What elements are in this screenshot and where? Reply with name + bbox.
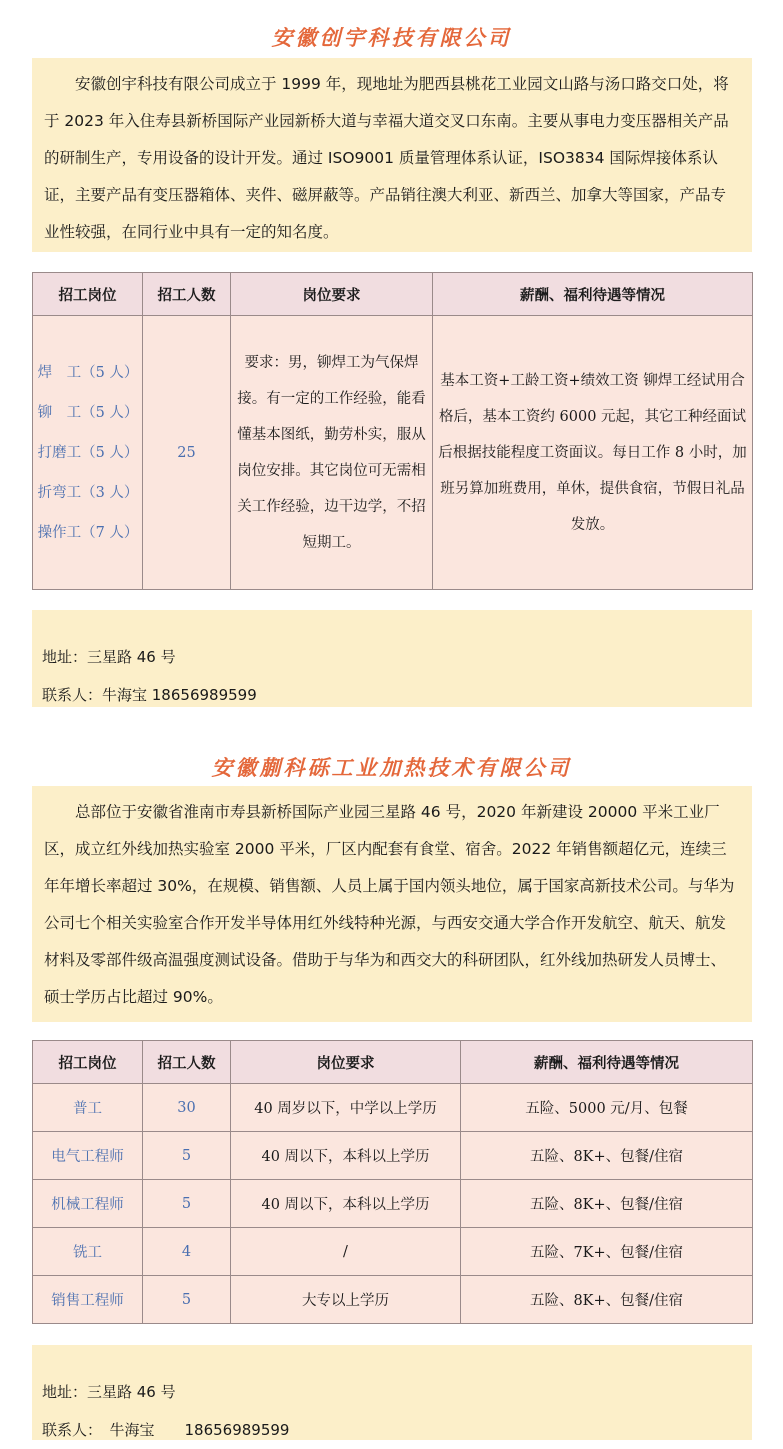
position-item: 铆 工（5 人） — [37, 404, 139, 421]
position-item: 打磨工（5 人） — [37, 444, 139, 461]
position-list — [33, 316, 143, 590]
contact-line: 联系人： 牛海宝 18656989599 — [42, 1421, 290, 1439]
company2-title: 安徽蒯科砾工业加热技术有限公司 — [211, 755, 572, 780]
position-item: 焊 工（5 人） — [37, 364, 139, 381]
header-position: 招工岗位 — [33, 1041, 143, 1084]
table-row — [33, 316, 753, 590]
company1-intro: 安徽创宇科技有限公司成立于 1999 年，现地址为肥西县桃花工业园文山路与汤口路交口处，将于 2023 年入住寿县新桥国际产业园新桥大道与幸福大道交叉口东南。主要从事电力变压器相关产品的研制生产，专用设备的设计开发。通过 ISO9001 质量管理体系认证，ISO3834 国际焊接体系认证，主要产品有变压器箱体、夹件、磁屏蔽等。产品销往澳大利亚、新西兰、加拿大等国家，产品专业性较强，在同行业中具有一定的知名度。 — [44, 75, 729, 241]
contact-line: 联系人：牛海宝 18656989599 — [42, 686, 257, 704]
table-row — [33, 1228, 753, 1276]
company1-job-table — [32, 272, 753, 590]
requirement-cell: / — [231, 1228, 461, 1276]
count-cell: 30 — [143, 1084, 231, 1132]
count-cell: 5 — [143, 1180, 231, 1228]
count-cell: 5 — [143, 1132, 231, 1180]
table-header-row — [33, 273, 753, 316]
table-row — [33, 1084, 753, 1132]
requirement-text: 要求：男，铆焊工为气保焊接。有一定的工作经验，能看懂基本图纸，勤劳朴实，服从岗位安排。其它岗位可无需相关工作经验，边干边学，不招短期工。 — [231, 316, 433, 590]
count-cell: 5 — [143, 1276, 231, 1324]
count-cell: 4 — [143, 1228, 231, 1276]
table-row — [33, 1132, 753, 1180]
company2-intro: 总部位于安徽省淮南市寿县新桥国际产业园三星路 46 号，2020 年新建设 20000 平米工业厂区，成立红外线加热实验室 2000 平米，厂区内配套有食堂、宿舍。2022 年销售额超亿元，连续三年年增长率超过 30%，在规模、销售额、人员上属于国内领头地位，属于国家高新技术公司。与华为公司七个相关实验室合作开发半导体用红外线特种光源，与西安交通大学合作开发航空、航天、航发材料及零部件级高温强度测试设备。借助于与华为和西交大的科研团队，红外线加热研发人员博士、硕士学历占比超过 90%。 — [44, 803, 735, 1006]
salary-text: 基本工资+工龄工资+绩效工资 铆焊工经试用合格后，基本工资约 6000 元起，其它工种经面试后根据技能程度工资面议。每日工作 8 小时，加班另算加班费用，单休，提供食宿，节假日礼品发放。 — [433, 316, 753, 590]
table-header-row — [33, 1041, 753, 1084]
company1-title: 安徽创宇科技有限公司 — [271, 25, 512, 50]
header-salary: 薪酬、福利待遇等情况 — [461, 1041, 753, 1084]
position-cell: 电气工程师 — [33, 1132, 143, 1180]
company2-address-box — [32, 1345, 752, 1440]
salary-cell: 五险、8K+、包餐/住宿 — [461, 1132, 753, 1180]
address-line: 地址：三星路 46 号 — [42, 1383, 176, 1401]
table-row — [33, 1276, 753, 1324]
company1-intro-box — [32, 58, 752, 252]
salary-cell: 五险、8K+、包餐/住宿 — [461, 1180, 753, 1228]
headcount: 25 — [143, 316, 231, 590]
header-salary: 薪酬、福利待遇等情况 — [433, 273, 753, 316]
table-row — [33, 1180, 753, 1228]
header-count: 招工人数 — [143, 273, 231, 316]
header-count: 招工人数 — [143, 1041, 231, 1084]
address-line: 地址：三星路 46 号 — [42, 648, 176, 666]
requirement-cell: 40 周以下，本科以上学历 — [231, 1180, 461, 1228]
company2-job-table — [32, 1040, 753, 1324]
position-cell: 铣工 — [33, 1228, 143, 1276]
salary-cell: 五险、7K+、包餐/住宿 — [461, 1228, 753, 1276]
position-cell: 普工 — [33, 1084, 143, 1132]
requirement-cell: 40 周岁以下，中学以上学历 — [231, 1084, 461, 1132]
requirement-cell: 大专以上学历 — [231, 1276, 461, 1324]
company1-address-box — [32, 610, 752, 707]
header-position: 招工岗位 — [33, 273, 143, 316]
header-requirement: 岗位要求 — [231, 273, 433, 316]
requirement-cell: 40 周以下，本科以上学历 — [231, 1132, 461, 1180]
position-cell: 销售工程师 — [33, 1276, 143, 1324]
position-item: 操作工（7 人） — [37, 524, 139, 541]
position-cell: 机械工程师 — [33, 1180, 143, 1228]
header-requirement: 岗位要求 — [231, 1041, 461, 1084]
salary-cell: 五险、8K+、包餐/住宿 — [461, 1276, 753, 1324]
company2-intro-box — [32, 786, 752, 1022]
position-item: 折弯工（3 人） — [37, 484, 139, 501]
salary-cell: 五险、5000 元/月、包餐 — [461, 1084, 753, 1132]
